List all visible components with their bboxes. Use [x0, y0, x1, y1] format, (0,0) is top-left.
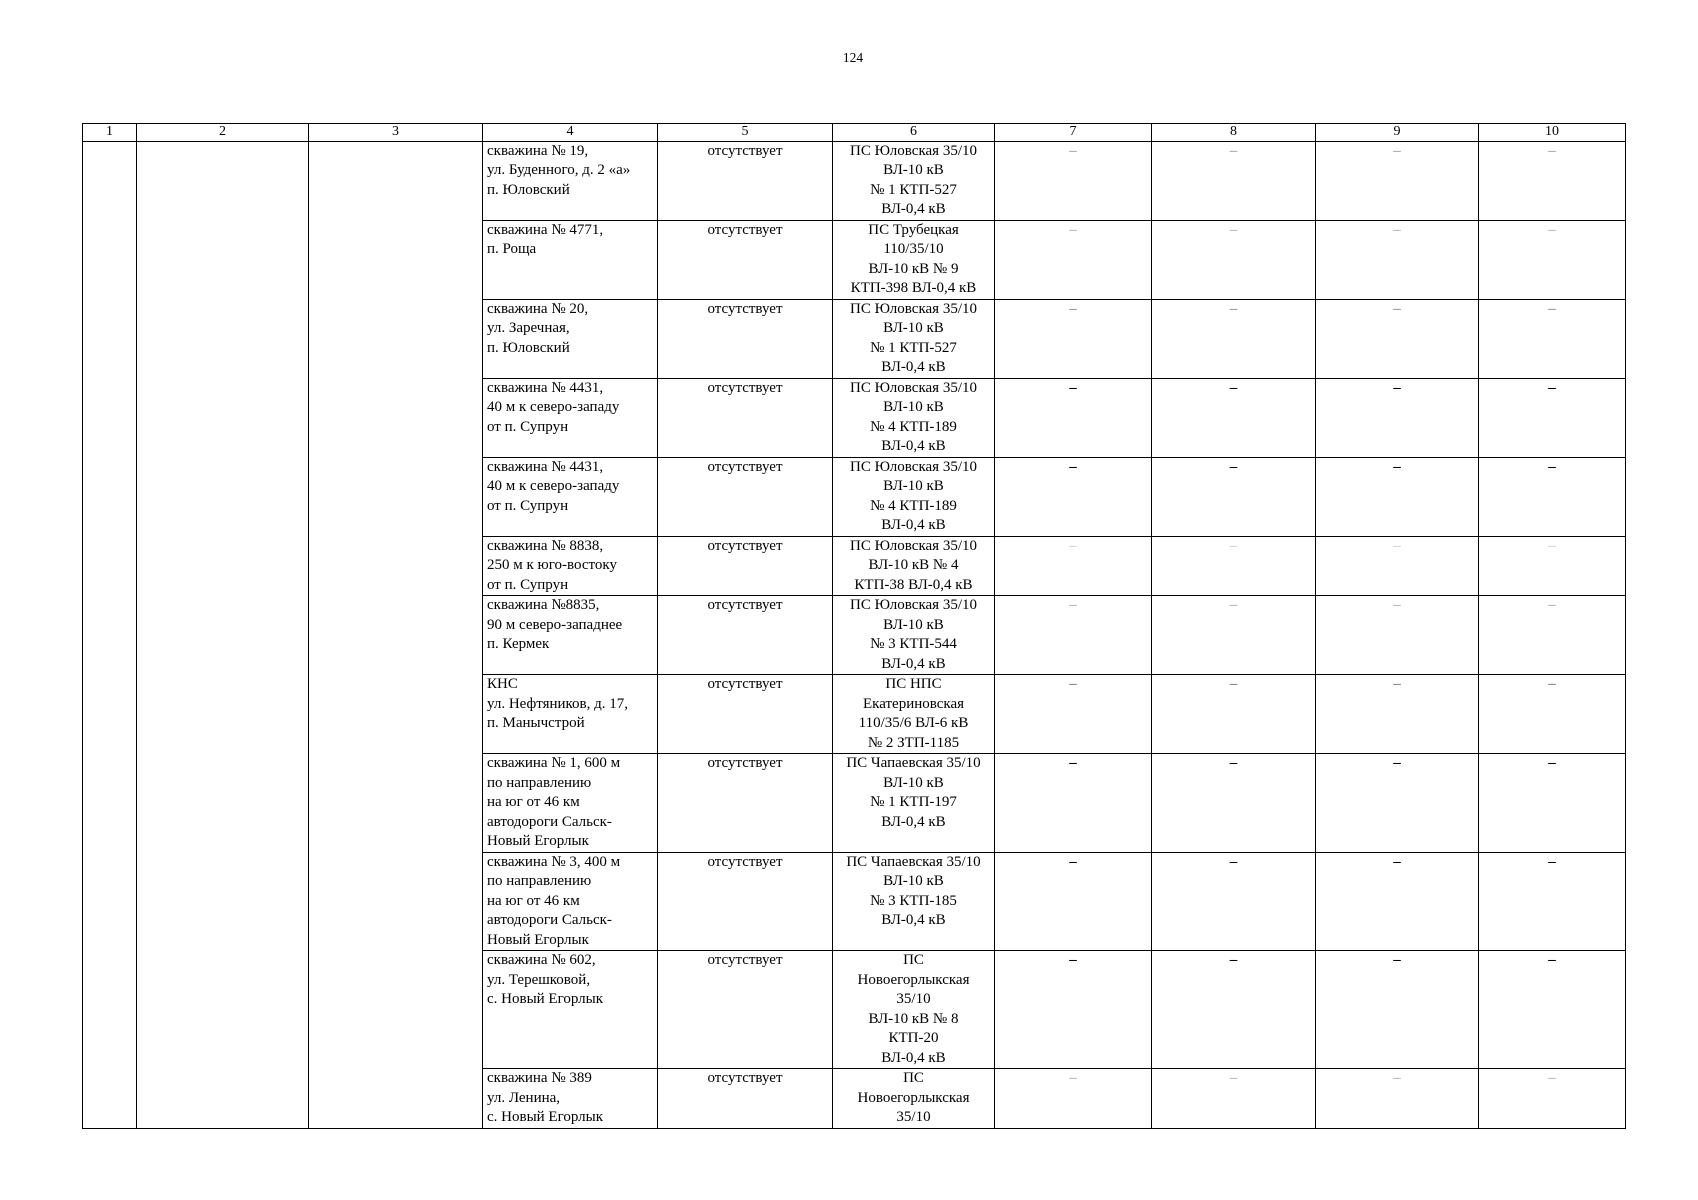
power-source-cell: ПС Юловская 35/10 ВЛ-10 кВ № 1 КТП-527 ВЛ-0,4 кВ: [833, 299, 995, 378]
dash-cell-col-7: –: [995, 457, 1152, 536]
dash-cell-col-10: –: [1479, 951, 1626, 1069]
merged-cell-col-1: [83, 141, 137, 1128]
dash-cell-col-7: –: [995, 141, 1152, 220]
dash-cell-col-9: –: [1316, 378, 1479, 457]
power-source-cell: ПС Новоегорлыкская 35/10: [833, 1069, 995, 1129]
dash-cell-col-10: –: [1479, 536, 1626, 596]
table-row: [83, 141, 1626, 220]
power-source-cell: ПС Юловская 35/10 ВЛ-10 кВ № 1 КТП-527 ВЛ-0,4 кВ: [833, 141, 995, 220]
status-cell: отсутствует: [658, 299, 833, 378]
merged-cell-col-3: [309, 141, 483, 1128]
dash-cell-col-7: –: [995, 951, 1152, 1069]
dash-cell-col-8: –: [1152, 457, 1316, 536]
status-cell: отсутствует: [658, 141, 833, 220]
dash-cell-col-7: –: [995, 754, 1152, 853]
dash-cell-col-9: –: [1316, 596, 1479, 675]
object-cell: скважина № 1, 600 м по направлению на юг от 46 км автодороги Сальск- Новый Егорлык: [483, 754, 658, 853]
merged-cell-col-2: [137, 141, 309, 1128]
dash-cell-col-7: –: [995, 299, 1152, 378]
dash-cell-col-9: –: [1316, 220, 1479, 299]
dash-cell-col-8: –: [1152, 141, 1316, 220]
dash-cell-col-8: –: [1152, 852, 1316, 951]
object-cell: скважина № 389 ул. Ленина, с. Новый Егорлык: [483, 1069, 658, 1129]
dash-cell-col-8: –: [1152, 536, 1316, 596]
dash-cell-col-8: –: [1152, 675, 1316, 754]
header-col-3: 3: [309, 124, 483, 142]
header-col-10: 10: [1479, 124, 1626, 142]
power-source-cell: ПС Юловская 35/10 ВЛ-10 кВ № 4 КТП-189 ВЛ-0,4 кВ: [833, 378, 995, 457]
object-cell: скважина №8835, 90 м северо-западнее п. Кермек: [483, 596, 658, 675]
object-cell: скважина № 19, ул. Буденного, д. 2 «а» п. Юловский: [483, 141, 658, 220]
header-col-7: 7: [995, 124, 1152, 142]
dash-cell-col-10: –: [1479, 596, 1626, 675]
dash-cell-col-8: –: [1152, 299, 1316, 378]
object-cell: скважина № 602, ул. Терешковой, с. Новый Егорлык: [483, 951, 658, 1069]
object-cell: скважина № 20, ул. Заречная, п. Юловский: [483, 299, 658, 378]
dash-cell-col-7: –: [995, 378, 1152, 457]
dash-cell-col-7: –: [995, 1069, 1152, 1129]
dash-cell-col-9: –: [1316, 852, 1479, 951]
dash-cell-col-7: –: [995, 220, 1152, 299]
dash-cell-col-8: –: [1152, 220, 1316, 299]
dash-cell-col-9: –: [1316, 754, 1479, 853]
header-col-4: 4: [483, 124, 658, 142]
dash-cell-col-9: –: [1316, 536, 1479, 596]
dash-cell-col-9: –: [1316, 951, 1479, 1069]
dash-cell-col-10: –: [1479, 675, 1626, 754]
power-source-cell: ПС Юловская 35/10 ВЛ-10 кВ № 3 КТП-544 ВЛ-0,4 кВ: [833, 596, 995, 675]
dash-cell-col-10: –: [1479, 457, 1626, 536]
header-col-9: 9: [1316, 124, 1479, 142]
document-table: [82, 123, 1626, 1129]
table-body: [83, 141, 1626, 1128]
dash-cell-col-7: –: [995, 852, 1152, 951]
dash-cell-col-9: –: [1316, 457, 1479, 536]
dash-cell-col-10: –: [1479, 1069, 1626, 1129]
dash-cell-col-9: –: [1316, 675, 1479, 754]
power-source-cell: ПС НПС Екатериновская 110/35/6 ВЛ-6 кВ № 2 ЗТП-1185: [833, 675, 995, 754]
dash-cell-col-10: –: [1479, 754, 1626, 853]
page-number: 124: [842, 50, 864, 65]
header-col-6: 6: [833, 124, 995, 142]
dash-cell-col-10: –: [1479, 299, 1626, 378]
dash-cell-col-7: –: [995, 536, 1152, 596]
status-cell: отсутствует: [658, 1069, 833, 1129]
header-col-2: 2: [137, 124, 309, 142]
object-cell: скважина № 4771, п. Роща: [483, 220, 658, 299]
dash-cell-col-10: –: [1479, 378, 1626, 457]
status-cell: отсутствует: [658, 852, 833, 951]
object-cell: скважина № 4431, 40 м к северо-западу от п. Супрун: [483, 457, 658, 536]
object-cell: скважина № 4431, 40 м к северо-западу от п. Супрун: [483, 378, 658, 457]
header-col-1: 1: [83, 124, 137, 142]
dash-cell-col-8: –: [1152, 596, 1316, 675]
dash-cell-col-8: –: [1152, 754, 1316, 853]
power-source-cell: ПС Юловская 35/10 ВЛ-10 кВ № 4 КТП-38 ВЛ-0,4 кВ: [833, 536, 995, 596]
dash-cell-col-8: –: [1152, 378, 1316, 457]
status-cell: отсутствует: [658, 536, 833, 596]
header-col-5: 5: [658, 124, 833, 142]
header-row: [83, 124, 1626, 142]
object-cell: скважина № 3, 400 м по направлению на юг от 46 км автодороги Сальск- Новый Егорлык: [483, 852, 658, 951]
object-cell: скважина № 8838, 250 м к юго-востоку от п. Супрун: [483, 536, 658, 596]
dash-cell-col-9: –: [1316, 141, 1479, 220]
status-cell: отсутствует: [658, 951, 833, 1069]
dash-cell-col-10: –: [1479, 852, 1626, 951]
dash-cell-col-8: –: [1152, 951, 1316, 1069]
power-source-cell: ПС Новоегорлыкская 35/10 ВЛ-10 кВ № 8 КТП-20 ВЛ-0,4 кВ: [833, 951, 995, 1069]
power-source-cell: ПС Трубецкая 110/35/10 ВЛ-10 кВ № 9 КТП-398 ВЛ-0,4 кВ: [833, 220, 995, 299]
dash-cell-col-9: –: [1316, 299, 1479, 378]
status-cell: отсутствует: [658, 220, 833, 299]
dash-cell-col-7: –: [995, 596, 1152, 675]
power-source-cell: ПС Чапаевская 35/10 ВЛ-10 кВ № 1 КТП-197 ВЛ-0,4 кВ: [833, 754, 995, 853]
status-cell: отсутствует: [658, 754, 833, 853]
status-cell: отсутствует: [658, 675, 833, 754]
dash-cell-col-7: –: [995, 675, 1152, 754]
dash-cell-col-10: –: [1479, 141, 1626, 220]
power-source-cell: ПС Юловская 35/10 ВЛ-10 кВ № 4 КТП-189 ВЛ-0,4 кВ: [833, 457, 995, 536]
status-cell: отсутствует: [658, 596, 833, 675]
dash-cell-col-10: –: [1479, 220, 1626, 299]
table-header: [83, 124, 1626, 142]
status-cell: отсутствует: [658, 378, 833, 457]
status-cell: отсутствует: [658, 457, 833, 536]
dash-cell-col-9: –: [1316, 1069, 1479, 1129]
dash-cell-col-8: –: [1152, 1069, 1316, 1129]
power-source-cell: ПС Чапаевская 35/10 ВЛ-10 кВ № 3 КТП-185 ВЛ-0,4 кВ: [833, 852, 995, 951]
object-cell: КНС ул. Нефтяников, д. 17, п. Манычстрой: [483, 675, 658, 754]
header-col-8: 8: [1152, 124, 1316, 142]
